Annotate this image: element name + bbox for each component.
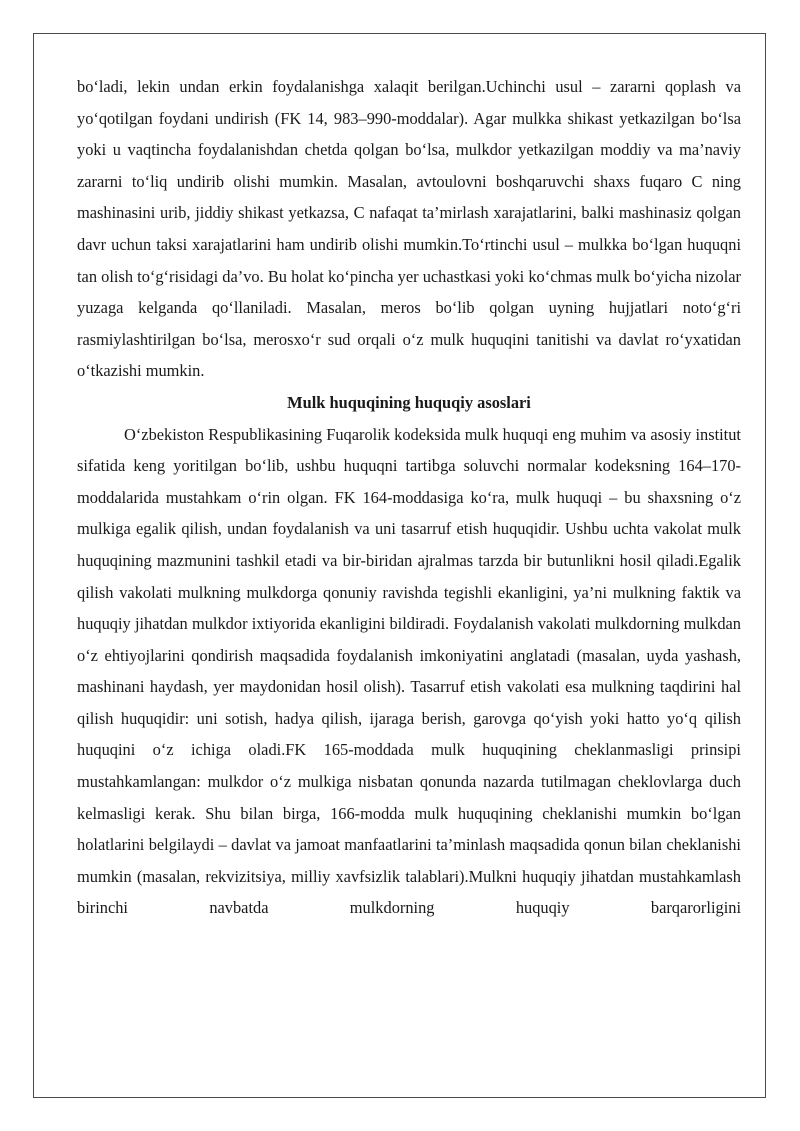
document-body bbox=[77, 71, 741, 924]
body-paragraph: bo‘ladi, lekin undan erkin foydalanishga xalaqit berilgan.Uchinchi usul – zararni qoplash va yo‘qotilgan foydani undirish (FK 14, 983–990-moddalar). Agar mulkka shikast yetkazilgan bo‘lsa yoki u vaqtincha foydalanishdan chetda qolgan bo‘lsa, mulkdor yetkazilgan moddiy va ma’naviy zararni to‘liq undirib olishi mumkin. Masalan, avtoulovni boshqaruvchi shaxs fuqaro C ning mashinasini urib, jiddiy shikast yetkazsa, C nafaqat ta’mirlash xarajatlarini, balki mashinasiz qolgan davr uchun taksi xarajatlarini ham undirib olishi mumkin.To‘rtinchi usul – mulkka bo‘lgan huquqni tan olish to‘g‘risidagi da’vo. Bu holat ko‘pincha yer uchastkasi yoki ko‘chmas mulk bo‘yicha nizolar yuzaga kelganda qo‘llaniladi. Masalan, meros bo‘lib qolgan uyning hujjatlari noto‘g‘ri rasmiylashtirilgan bo‘lsa, merosxo‘r sud orqali o‘z mulk huquqini tanitishi va davlat ro‘yxatidan o‘tkazishi mumkin. bbox=[77, 77, 741, 381]
body-paragraph: O‘zbekiston Respublikasining Fuqarolik kodeksida mulk huquqi eng muhim va asosiy institut sifatida keng yoritilgan bo‘lib, ushbu huquqni tartibga soluvchi normalar kodeksning 164–170-moddalarida mustahkam o‘rin olgan. FK 164-moddasiga ko‘ra, mulk huquqi – bu shaxsning o‘z mulkiga egalik qilish, undan foydalanish va uni tasarruf etish huquqidir. Ushbu uchta vakolat mulk huquqining mazmunini tashkil etadi va bir-biridan ajralmas tarzda bir butunlikni hosil qiladi.Egalik qilish vakolati mulkning mulkdorga qonuniy ravishda tegishli ekanligini, ya’ni mulkning faktik va huquqiy jihatdan mulkdor ixtiyorida ekanligini bildiradi. Foydalanish vakolati mulkdorning mulkdan o‘z ehtiyojlarini qondirish maqsadida foydalanish imkoniyatini anglatadi (masalan, uyda yashash, mashinani haydash, yer maydonidan hosil olish). Tasarruf etish vakolati esa mulkning taqdirini hal qilish huquqidir: uni sotish, hadya qilish, ijaraga berish, garovga qo‘yish yoki hatto yo‘q qilish huquqini o‘z ichiga oladi.FK 165-moddada mulk huquqining cheklanmasligi prinsipi mustahkamlangan: mulkdor o‘z mulkiga nisbatan qonunda nazarda tutilmagan cheklovlarga duch kelmasligi kerak. Shu bilan birga, 166-modda mulk huquqining cheklanishi mumkin bo‘lgan holatlarini belgilaydi – davlat va jamoat manfaatlarini ta’minlash maqsadida qonun bilan cheklanishi mumkin (masalan, rekvizitsiya, milliy xavfsizlik talablari).Mulkni huquqiy jihatdan mustahkamlash birinchi navbatda mulkdorning huquqiy barqarorligini bbox=[77, 424, 741, 918]
section-heading: Mulk huquqining huquqiy asoslari bbox=[287, 392, 531, 412]
